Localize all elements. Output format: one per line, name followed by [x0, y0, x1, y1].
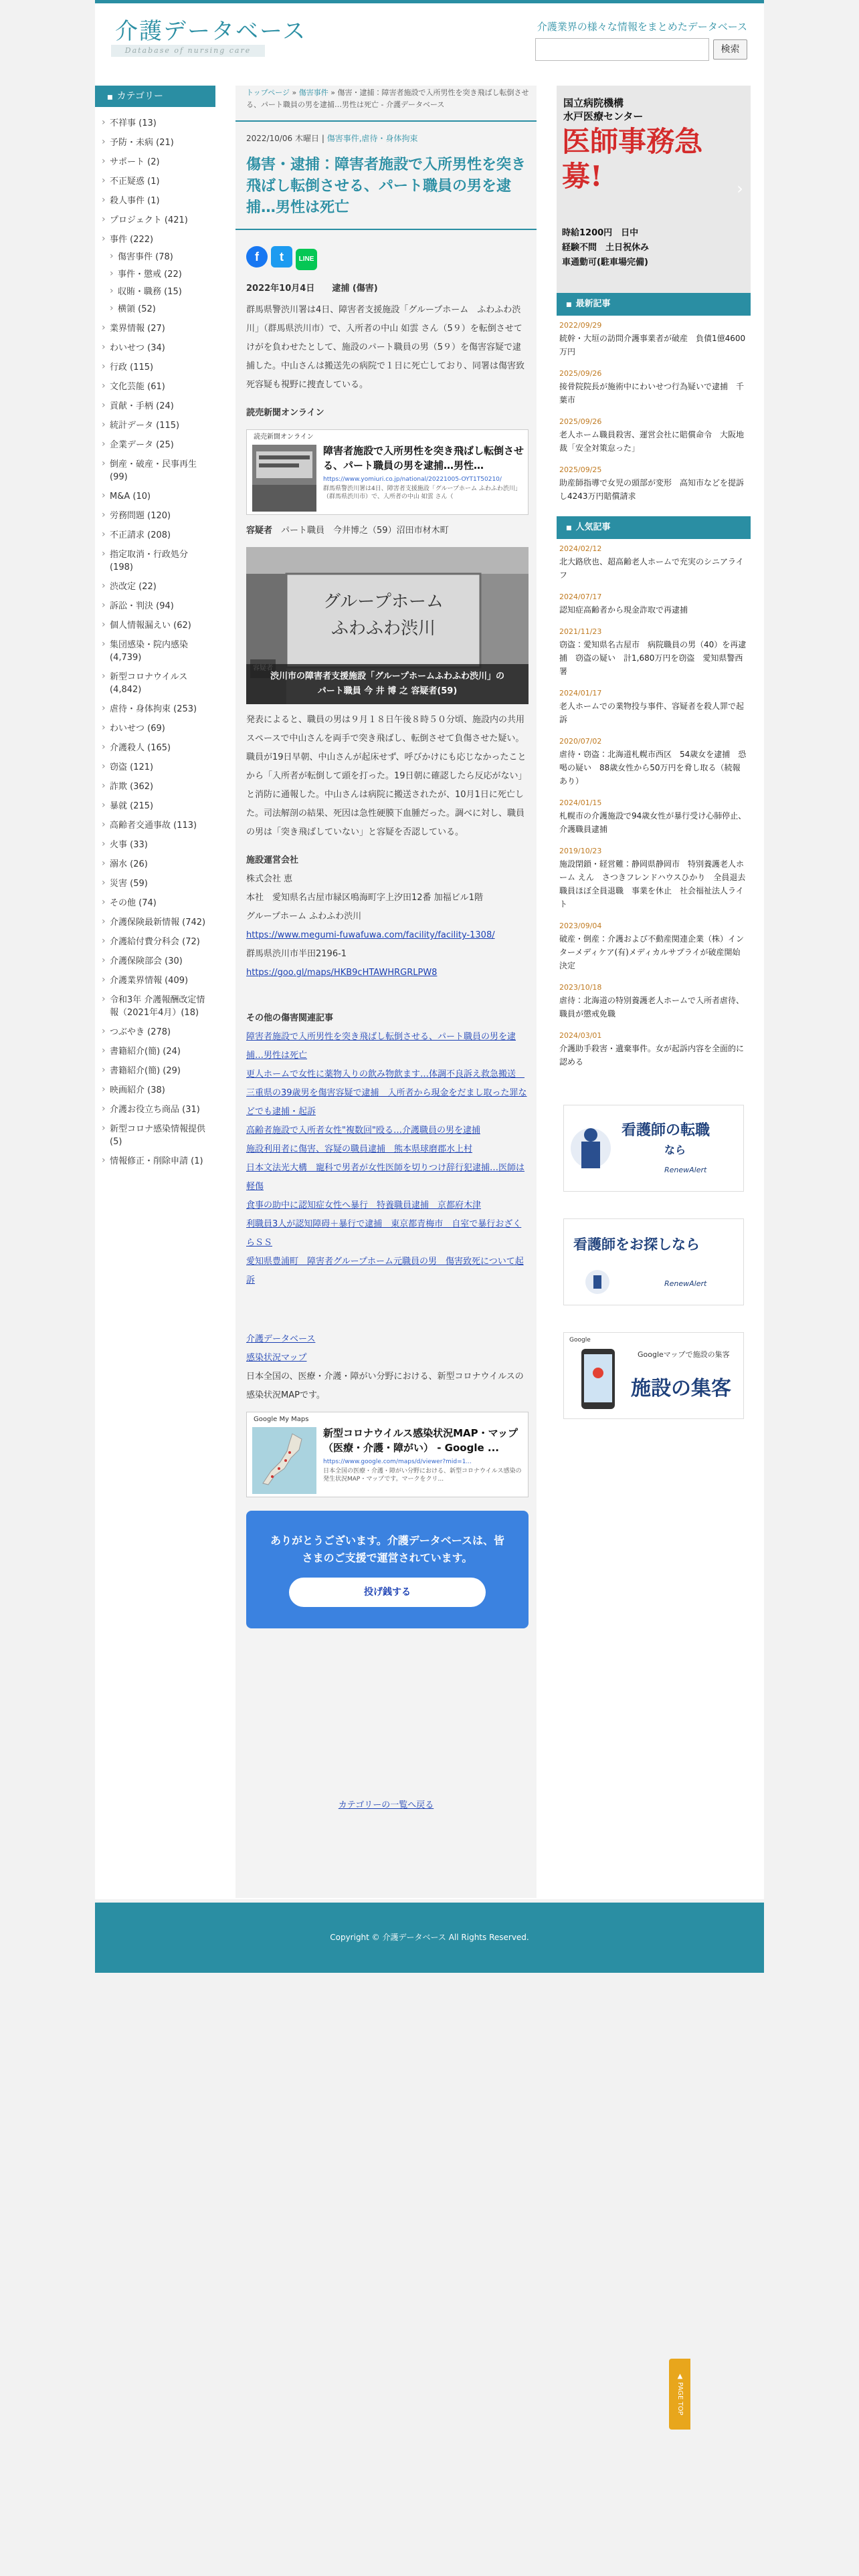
popular-article-item[interactable]: [559, 591, 748, 617]
sidebar-category-item[interactable]: › 傷害事件 (78): [95, 248, 215, 265]
article-date: 2022/10/06 木曜日: [246, 134, 319, 143]
sidebar-category-item[interactable]: › 書籍紹介(簡) (29): [95, 1060, 215, 1079]
sidebar-category-item[interactable]: › 企業データ (25): [95, 434, 215, 453]
article-title-link[interactable]: 介護助手殺害・遺棄事件。女が起訴内容を全面的に認める: [559, 1044, 745, 1067]
latest-article-item[interactable]: [559, 368, 748, 407]
sidebar-category-item[interactable]: › 倒産・破産・民事再生 (99): [95, 453, 215, 486]
donation-text: ありがとうございます。介護データベースは、皆さまのご支援で運営されています。: [270, 1534, 504, 1564]
article-paragraph: 群馬県警渋川署は4日、障害者支援施設「グループホーム ふわふわ渋川」（群馬県渋川市）で、入所者の中山 如雲 さん（5９）を転倒させてけがを負わせたとして、施設のパート職員の男（5９）を傷害容疑で逮捕した。中山さんは搬送先の病院で１日に死亡しており、同署は傷害致死容疑も視野に捜査している。: [246, 305, 525, 390]
article-title-link[interactable]: 老人ホームでの業物投与事件、容疑者を殺人罪で起訴: [559, 702, 745, 724]
suspect-photo: [246, 547, 529, 704]
phone-illustration: [568, 1346, 628, 1413]
sidebar-category-item[interactable]: › 横領 (52): [95, 300, 215, 318]
banner-subtitle: Googleマップで施設の集客: [638, 1350, 730, 1359]
article-title-link[interactable]: 老人ホーム職員殺害、運営会社に賠償命令 大阪地裁「安全対策怠った」: [559, 430, 745, 453]
embed-source: 読売新聞オンライン: [254, 433, 314, 441]
map-thumbnail: [252, 1427, 316, 1494]
sidebar-category-item[interactable]: › サポート (2): [95, 151, 215, 171]
nurse-illustration: [564, 1219, 743, 1305]
right-sidebar: [557, 86, 754, 1446]
sign-text-1: グループホーム: [323, 592, 444, 612]
copyright-text: Copyright © 介護データベース All Rights Reserved.: [330, 1933, 529, 1942]
search-input[interactable]: [535, 38, 709, 61]
news-embed-card[interactable]: [246, 429, 529, 515]
operator-address: 群馬県渋川市半田2196-1: [246, 949, 347, 959]
article-title-link[interactable]: 助産師指導で女児の頭部が変形 高知市などを提訴し4243万円賠償請求: [559, 478, 745, 501]
meta-separator: |: [321, 134, 324, 143]
sidebar-category-item[interactable]: › 書籍紹介(簡) (24): [95, 1041, 215, 1060]
breadcrumb-category[interactable]: 傷害事件: [298, 88, 328, 97]
header-rule: [235, 120, 537, 122]
sidebar-category-item[interactable]: › つぶやき (278): [95, 1021, 215, 1041]
article-date: 2024/01/17: [559, 689, 602, 697]
article-title-link[interactable]: 北大路欣也、超高齢老人ホームで充実のシニアライフ: [559, 557, 744, 580]
article-title-link[interactable]: 施設閉鎖・経営難：静岡県静岡市 特別養護老人ホーム えん さつきフレンドハウスひかり 全員退去 職員ほぼ全員退職 事業を休止 社会福祉法人ライト: [559, 859, 754, 909]
search-button[interactable]: 検索: [713, 39, 747, 60]
article-title-link[interactable]: 窃盗：愛知県名古屋市 病院職員の男（40）を再逮捕 窃盗の疑い 計1,680万円を窃盗 愛知県警西署: [559, 640, 747, 676]
sidebar-category-item[interactable]: › 介護保険最新情報 (742): [95, 911, 215, 931]
sidebar-category-item[interactable]: › 予防・未病 (21): [95, 132, 215, 151]
heading-marker-icon: ■: [566, 302, 572, 308]
popular-article-item[interactable]: [559, 626, 748, 678]
sidebar-category-item[interactable]: › 集団感染・院内感染 (4,739): [95, 634, 215, 666]
sidebar-category-item[interactable]: › 介護殺人 (165): [95, 737, 215, 756]
sidebar-category-item[interactable]: › 不正疑惑 (1): [95, 171, 215, 190]
banner-brand: Google: [569, 1337, 591, 1344]
sidebar-category-item[interactable]: › 映画紹介 (38): [95, 1079, 215, 1099]
sidebar-category-item[interactable]: › わいせつ (34): [95, 337, 215, 356]
banner-title: 看護師の転職: [622, 1122, 710, 1139]
latest-article-item[interactable]: [559, 416, 748, 455]
site-logo-subtitle: Database of nursing care: [111, 45, 265, 57]
sidebar-category-item[interactable]: › 文化芸能 (61): [95, 376, 215, 395]
recruit-ad-banner[interactable]: [557, 86, 751, 293]
left-sidebar: [95, 86, 215, 1170]
article-date: 2024/07/17: [559, 593, 602, 601]
sidebar-category-item[interactable]: › 令和3年 介護報酬改定情報（2021年4月）(18): [95, 989, 215, 1021]
article-title-link[interactable]: 統幹・大垣の訪問介護事業者が破産 負債1億4600万円: [559, 334, 746, 356]
article-title-link[interactable]: 破産・倒産：介護および不動産関連企業（株）インターメディケア(有)メディカルサプライが破産開始決定: [559, 934, 745, 970]
sidebar-category-item[interactable]: › わいせつ (69): [95, 718, 215, 737]
sidebar-category-item[interactable]: › 窃盗 (121): [95, 756, 215, 776]
twitter-share-icon[interactable]: t: [271, 246, 292, 267]
banner-title: 看護師をお探しなら: [573, 1237, 700, 1253]
sidebar-category-item[interactable]: › プロジェクト (421): [95, 209, 215, 229]
embed-url[interactable]: https://www.yomiuri.co.jp/national/20221005-OYT1T50210/: [323, 476, 502, 483]
article-title-link[interactable]: 接骨院院長が施術中にわいせつ行為疑いで逮捕 千葉市: [559, 382, 745, 405]
article-date: 2025/09/26: [559, 417, 602, 426]
sidebar-category-item[interactable]: › 詐欺 (362): [95, 776, 215, 795]
sidebar-category-item[interactable]: › 個人情報漏えい (62): [95, 615, 215, 634]
facebook-share-icon[interactable]: f: [246, 246, 268, 267]
operator-label: 施設運営会社: [246, 855, 299, 865]
site-logo-title[interactable]: 介護データベース: [115, 18, 307, 45]
article-title-link[interactable]: 札幌市の介護施設で94歳女性が暴行受け心肺停止、介護職員逮捕: [559, 811, 747, 834]
sidebar-category-item[interactable]: › M&A (10): [95, 486, 215, 505]
category-heading-label: カテゴリー: [116, 91, 163, 102]
popular-article-item[interactable]: [559, 920, 748, 972]
related-list: [246, 1028, 529, 1290]
banner-subtitle: なら: [664, 1144, 686, 1156]
sidebar-category-item[interactable]: › 介護お役立ち商品 (31): [95, 1099, 215, 1118]
site-tagline: 介護業界の様々な情報をまとめたデータベース: [537, 21, 747, 33]
site-header: [95, 3, 764, 77]
sign-text-2: ふわふわ渋川: [330, 619, 436, 639]
page: [95, 0, 764, 2576]
sidebar-category-item[interactable]: › 不祥事 (13): [95, 112, 215, 132]
back-to-category-link[interactable]: カテゴリーの一覧へ戻る: [338, 1800, 434, 1810]
popular-article-item[interactable]: [559, 797, 748, 836]
breadcrumb-home[interactable]: トップページ: [246, 88, 290, 97]
article-date: 2023/09/04: [559, 922, 602, 930]
popular-article-item[interactable]: [559, 845, 754, 911]
article-title: 傷害・逮捕：障害者施設で入所男性を突き飛ばし転倒させる、パート職員の男を逮捕…男性は死亡: [246, 156, 527, 216]
article-date: 2021/11/23: [559, 627, 602, 636]
breadcrumb: [246, 87, 541, 111]
embed-description: 日本全国の医療・介護・障がい分野における、新型コロナウイルス感染の発生状況MAP・マップです。マークをクリ...: [323, 1468, 522, 1483]
sidebar-category-item[interactable]: › 事件・懲戒 (22): [95, 265, 215, 283]
share-buttons: [246, 246, 320, 267]
article-lede: 2022年10月4日 逮捕 (傷害): [246, 284, 378, 294]
banner-brand: RenewAlert: [664, 1166, 707, 1174]
article-date: 2019/10/23: [559, 847, 602, 855]
embed-source: Google My Maps: [254, 1416, 309, 1423]
sidebar-category-item[interactable]: › 溺水 (26): [95, 853, 215, 873]
related-article-link[interactable]: 日本文法光大構 寵科で男者が女性医師を切りつけ辞行犯逮捕…医師は軽傷: [246, 1163, 525, 1192]
banner-brand: RenewAlert: [664, 1279, 707, 1288]
popular-article-item[interactable]: [559, 736, 748, 788]
popular-list: [557, 539, 754, 1069]
article-title-link[interactable]: 認知症高齢者から現金詐取で再逮捕: [559, 605, 688, 615]
related-article-link[interactable]: 更人ホームで女性に薬物入りの飲み物飲ます…体調不良訴え救急搬送 三重県の39歳男を傷害容疑で逮捕 入所者から現金をだまし取った罪などでも逮捕・起訴: [246, 1069, 527, 1117]
article-date: 2025/09/25: [559, 465, 602, 474]
latest-article-item[interactable]: [559, 320, 748, 358]
breadcrumb-separator: »: [330, 88, 335, 97]
banner-title: 施設の集客: [631, 1377, 731, 1400]
article-date: 2024/01/15: [559, 798, 602, 807]
article-date: 2024/03/01: [559, 1031, 602, 1040]
article-date: 2020/07/02: [559, 737, 602, 746]
sidebar-category-item[interactable]: › 介護業界情報 (409): [95, 970, 215, 989]
ad-detail-line: 経験不問 土日祝休み: [562, 243, 650, 253]
site-footer: [95, 1903, 764, 1973]
line-share-icon[interactable]: LINE: [296, 249, 317, 270]
related-heading: その他の傷害関連記事: [246, 1013, 334, 1023]
embed-thumbnail: [252, 445, 316, 512]
embed-description: 群馬県警渋川署は4日、障害者支援施設「グループホーム ふわふわ渋川」（群馬県渋川市）で、入所者の中山 如雲 さん（: [323, 486, 521, 500]
sidebar-category-item[interactable]: › 新型コロナ感染情報提供 (5): [95, 1118, 215, 1150]
photo-caption: [246, 664, 529, 704]
popular-heading-label: 人気記事: [575, 522, 611, 532]
breadcrumb-current: 傷害・逮捕：障害者施設で入所男性を突き飛ばし転倒させる、パート職員の男を逮捕…男性は死亡 - 介護データベース: [246, 88, 529, 109]
sidebar-category-item[interactable]: › 貢献・手柄 (24): [95, 395, 215, 415]
google-maps-banner[interactable]: [563, 1332, 744, 1419]
sidebar-category-item[interactable]: › 収賄・職務 (15): [95, 283, 215, 300]
ad-org-line2: 水戸医療センター: [563, 110, 644, 122]
article-body: [246, 280, 529, 1628]
sidebar-category-item[interactable]: › 新型コロナウイルス (4,842): [95, 666, 215, 698]
embed-title[interactable]: 新型コロナウイルス感染状況MAP・マップ（医療・介護・障がい） - Google ...: [323, 1427, 518, 1454]
article-tags[interactable]: 傷害事件,虐待・身体拘束: [326, 134, 418, 143]
latest-article-item[interactable]: [559, 464, 748, 503]
sidebar-category-item[interactable]: › 災害 (59): [95, 873, 215, 892]
main-content: [235, 86, 537, 1898]
article-date: 2024/02/12: [559, 544, 602, 553]
map-note: 日本全国の、医療・介護・障がい分野における、新型コロナウイルスの感染状況MAPです。: [246, 1372, 524, 1400]
source-label: 読売新聞オンライン: [246, 408, 324, 418]
article-header: [246, 132, 529, 219]
article-meta: [246, 132, 529, 144]
breadcrumb-separator: »: [292, 88, 297, 97]
sidebar-category-item[interactable]: › 介護給付費分科会 (72): [95, 931, 215, 950]
heading-marker-icon: ■: [566, 525, 572, 532]
article-date: 2022/09/29: [559, 321, 602, 330]
nurse-search-banner[interactable]: [563, 1218, 744, 1305]
page-top-button[interactable]: ▲ PAGE TOP: [669, 2359, 690, 2430]
latest-list: [557, 316, 751, 503]
sidebar-category-item[interactable]: › 労務問題 (120): [95, 505, 215, 524]
sidebar-category-item[interactable]: › 統計データ (115): [95, 415, 215, 434]
sidebar-category-item[interactable]: › 渋改定 (22): [95, 576, 215, 595]
footer-link-map[interactable]: 感染状況マップ: [246, 1353, 307, 1363]
popular-heading: [557, 516, 751, 539]
donation-box: [246, 1511, 529, 1628]
sidebar-category-item[interactable]: › 火事 (33): [95, 834, 215, 853]
sidebar-category-item[interactable]: › 事件 (222): [95, 229, 215, 248]
ad-detail-line: 時給1200円 日中: [562, 228, 639, 238]
article-paragraph: 発表によると、職員の男は９月１８日午後８時５０分頃、施設内の共用スペースで中山さんを両手で突き飛ばし、転倒させて負傷させた疑い。職員が19日早朝、中山さんが起床せず、呼びかけにも応じなかったことから「入所者が転倒して頭を打った。19日朝に確認したら反応がない」と消防に通報した。中山さんは病院に搬送されたが、10月1日に死亡した。司法解剖の結果、死因は急性硬膜下血腫だった。調べに対し、職員の男は「突き飛ばしていない」と容疑を否認している。: [246, 715, 527, 837]
embed-title[interactable]: 障害者施設で入所男性を突き飛ばし転倒させる、パート職員の男を逮捕…男性…: [323, 445, 524, 471]
ad-organization: [563, 96, 643, 123]
photo-caption-line1: 渋川市の障害者支援施設「グループホームふわふわ渋川」の: [270, 671, 504, 681]
related-article-link[interactable]: 愛知県豊浦町 障害者グループホーム元職員の男 傷害致死について起訴: [246, 1257, 524, 1285]
heading-marker-icon: ■: [107, 94, 113, 101]
latest-heading: [557, 293, 751, 316]
operator-map-link[interactable]: https://goo.gl/maps/HKB9cHTAWHRGRLPW8: [246, 968, 438, 978]
related-article-link[interactable]: 食事の助中に認知症女性へ暴行 特養職員逮捕 京都府木津: [246, 1200, 482, 1210]
sidebar-category-item[interactable]: › 不正請求 (208): [95, 524, 215, 544]
operator-line: グループホーム ふわふわ渋川: [246, 911, 362, 922]
popular-article-item[interactable]: [559, 1030, 748, 1069]
suspect-line: [246, 522, 529, 540]
article-title-link[interactable]: 虐待・窃盗：北海道札幌市西区 54歳女を逮捕 恐喝の疑い 88歳女性から50万円を脅し取る（続報あり）: [559, 750, 747, 786]
popular-article-item[interactable]: [559, 687, 748, 726]
suspect-label: 容疑者: [246, 526, 273, 536]
sidebar-category-item[interactable]: › 情報修正・削除申請 (1): [95, 1150, 215, 1170]
footer-link-database[interactable]: 介護データベース: [246, 1334, 316, 1344]
operator-line: 本社 愛知県名古屋市緑区鳴海町字上汐田12番 加福ビル1階: [246, 893, 483, 903]
title-rule: [235, 229, 537, 230]
latest-heading-label: 最新記事: [575, 299, 611, 309]
operator-website-link[interactable]: https://www.megumi-fuwafuwa.com/facility/facility-1308/: [246, 930, 495, 940]
sidebar-category-item[interactable]: › 業界情報 (27): [95, 318, 215, 337]
category-list: [95, 107, 215, 1170]
popular-article-item[interactable]: [559, 543, 748, 582]
sidebar-category-item[interactable]: › 高齢者交通事故 (113): [95, 815, 215, 834]
article-date: 2023/10/18: [559, 983, 602, 992]
ad-details: [562, 226, 649, 270]
article-date: 2025/09/26: [559, 369, 602, 378]
operator-line: 株式会社 恵: [246, 874, 293, 884]
related-article-link[interactable]: 高齢者施設で入所者女性"複数回"殴る…介護職員の男を逮捕: [246, 1125, 480, 1136]
tip-button[interactable]: 投げ銭する: [289, 1578, 486, 1607]
suspect-value: パート職員 今井博之（59）沼田市材木町: [281, 526, 449, 536]
ad-org-line1: 国立病院機構: [563, 97, 624, 109]
sidebar-category-item[interactable]: › その他 (74): [95, 892, 215, 911]
sidebar-category-item[interactable]: › 虐待・身体拘束 (253): [95, 698, 215, 718]
related-article-link[interactable]: 障害者施設で入所男性を突き飛ばし転倒させる、パート職員の男を逮捕…男性は死亡: [246, 1032, 516, 1061]
ad-detail-line: 車通勤可(駐車場完備): [562, 257, 648, 267]
map-embed-card[interactable]: [246, 1412, 529, 1497]
photo-caption-line2: パート職員 今 井 博 之 容疑者(59): [317, 686, 458, 696]
sidebar-category-item[interactable]: › 暴就 (215): [95, 795, 215, 815]
article-title-link[interactable]: 虐待：北海道の特別養護老人ホームで入所者虐待、職員が懲戒免職: [559, 996, 745, 1018]
ad-headline: 医師事務急募!: [562, 125, 703, 193]
related-article-link[interactable]: 利職員3人が認知障碍＋暴行で逮捕 東京都青梅市 自室で暴行おざくらＳＳ: [246, 1219, 522, 1248]
sidebar-category-item[interactable]: › 訴訟・判決 (94): [95, 595, 215, 615]
nurse-job-banner[interactable]: [563, 1105, 744, 1192]
popular-article-item[interactable]: [559, 982, 748, 1021]
sidebar-category-item[interactable]: › 殺人事件 (1): [95, 190, 215, 209]
related-article-link[interactable]: 施設利用者に傷害、容疑の職員逮捕 熊本県球磨郡水上村: [246, 1144, 473, 1154]
embed-url[interactable]: https://www.google.com/maps/d/viewer?mid=1...: [323, 1459, 472, 1465]
sidebar-category-item[interactable]: › 指定取消・行政処分 (198): [95, 544, 215, 576]
sidebar-category-item[interactable]: › 介護保険部会 (30): [95, 950, 215, 970]
category-heading: [95, 86, 215, 107]
chevron-right-icon[interactable]: ›: [737, 179, 743, 198]
sidebar-category-item[interactable]: › 行政 (115): [95, 356, 215, 376]
